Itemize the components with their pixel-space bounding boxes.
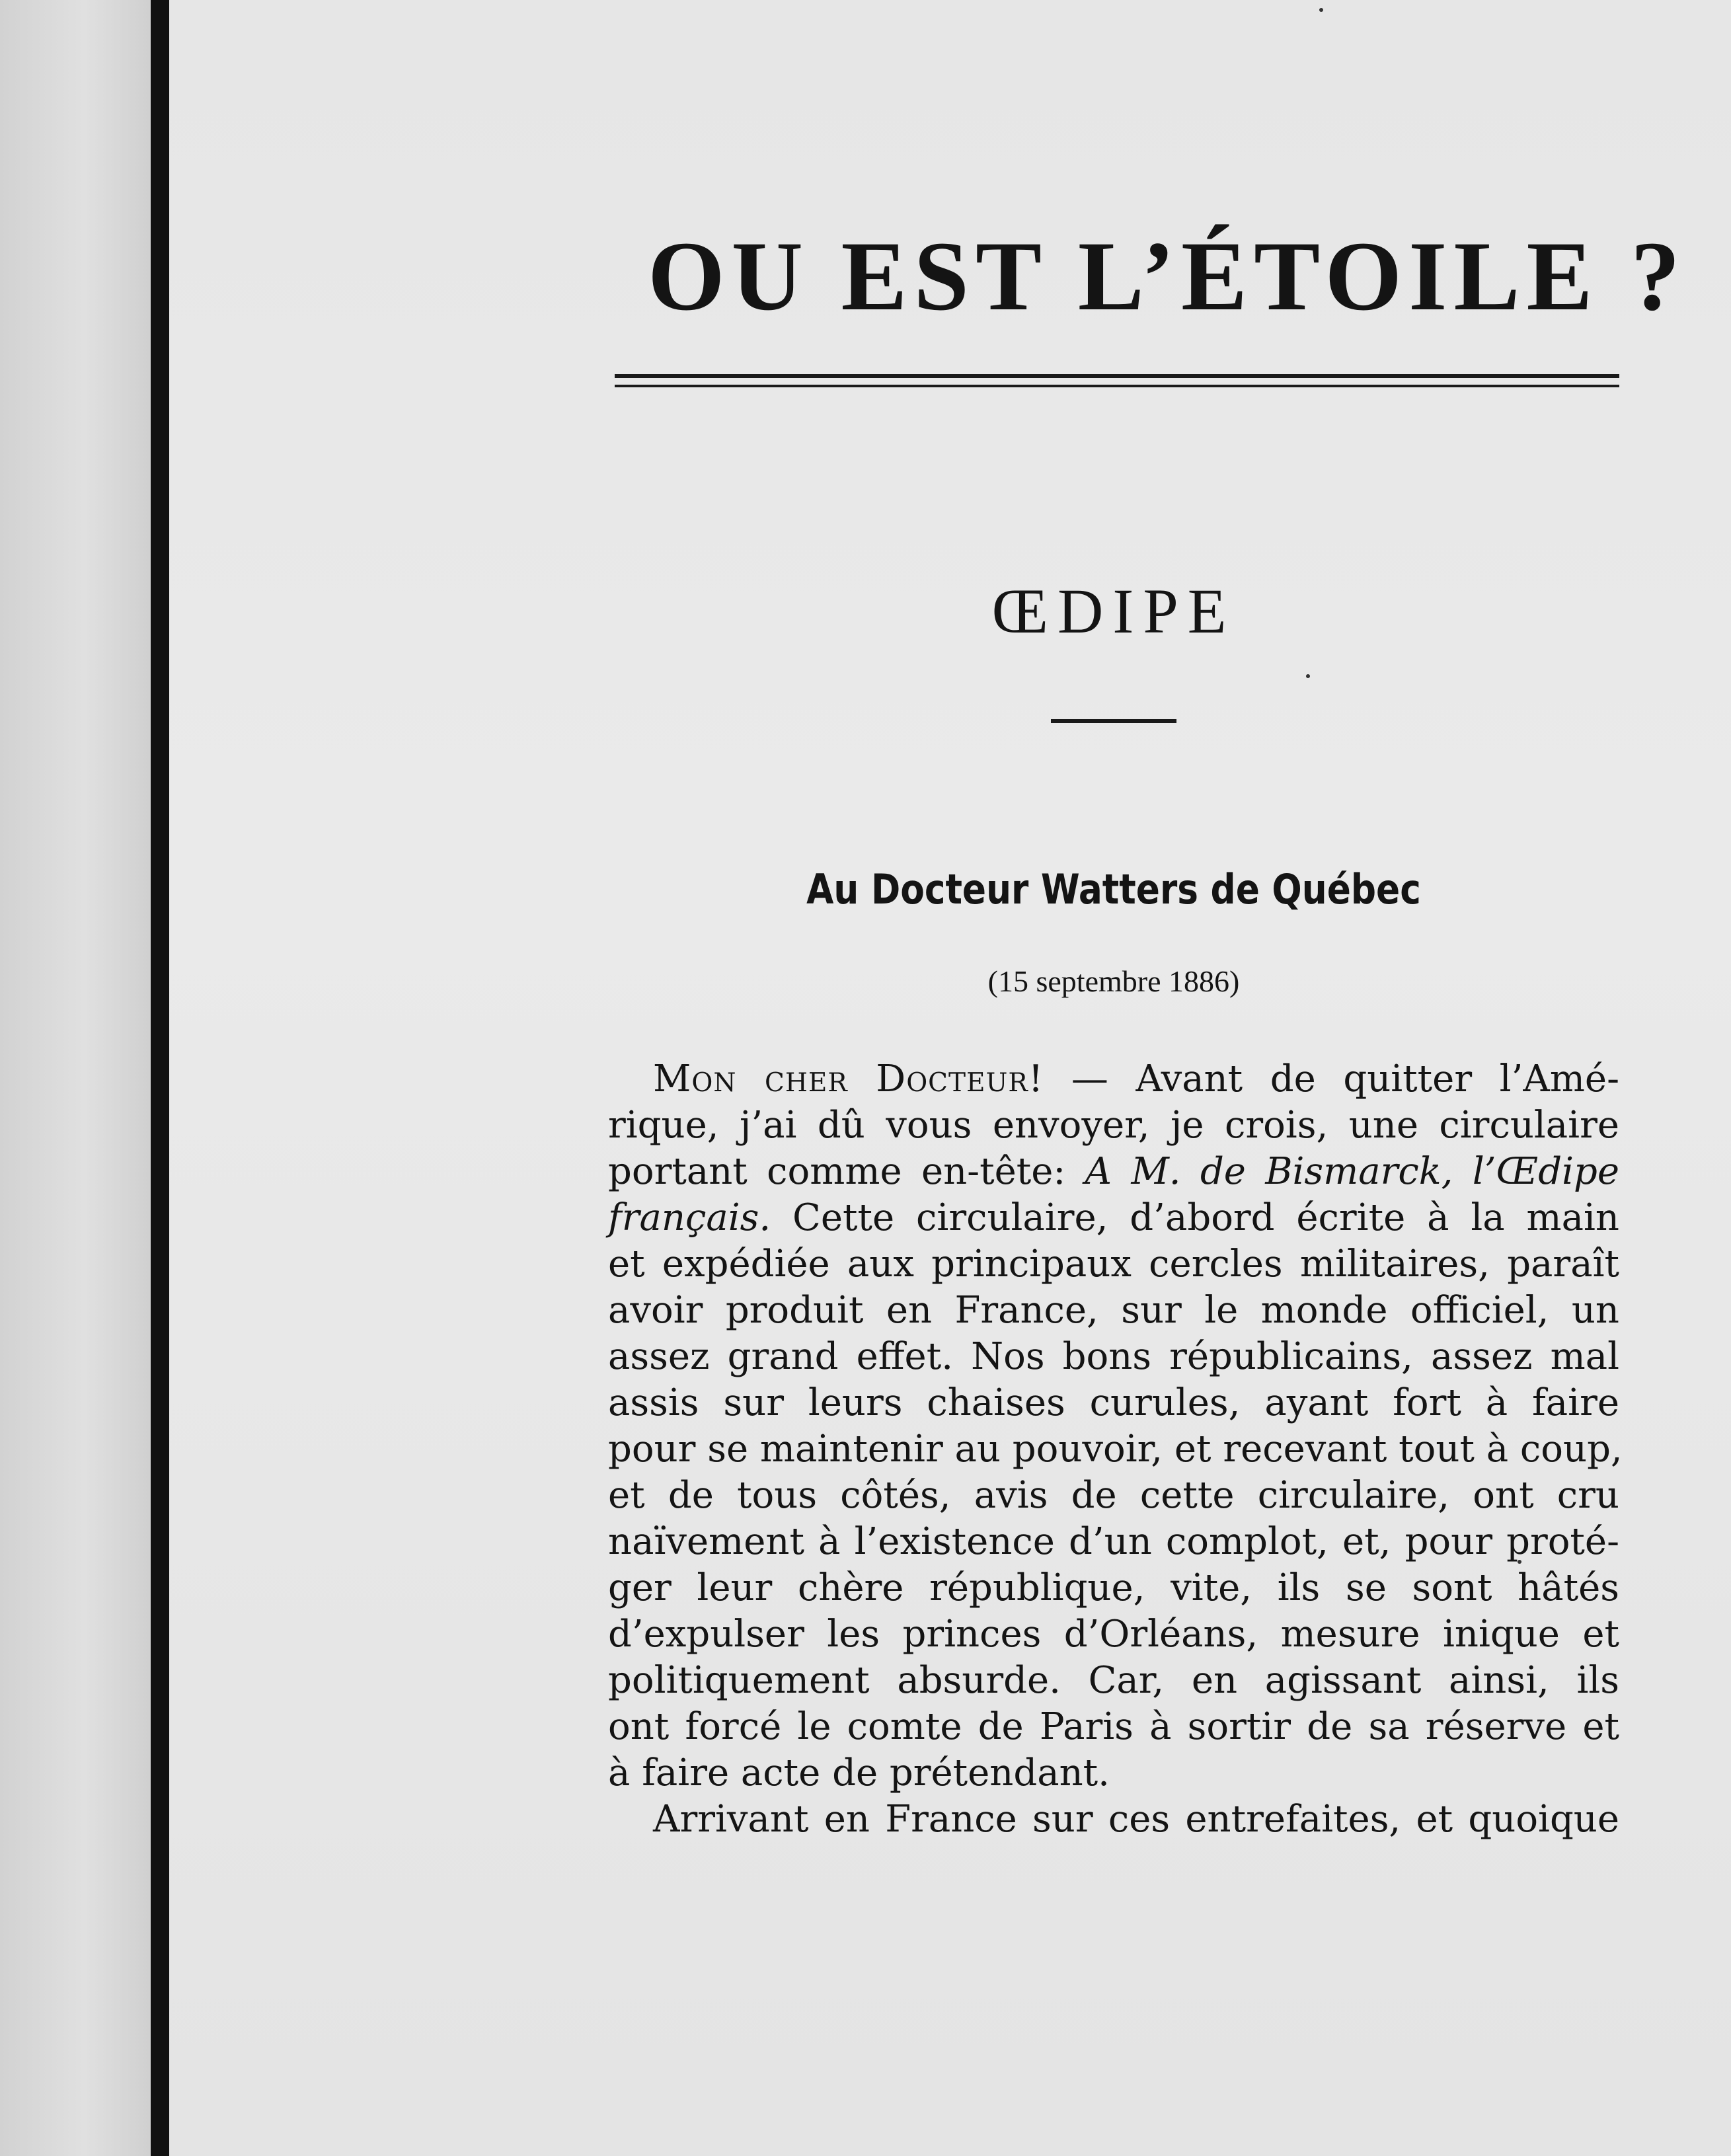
body-line: pour se maintenir au pouvoir, et recevant tout à coup, <box>608 1428 1623 1471</box>
chapter-title: ŒDIPE <box>991 576 1236 646</box>
body-line: à faire acte de prétendant. <box>608 1752 1110 1794</box>
title-double-rule <box>615 374 1619 387</box>
body-line: rique, j’ai dû vous envoyer, je crois, une circulaire <box>608 1104 1619 1147</box>
letter-date: (15 septembre 1886) <box>987 964 1240 998</box>
dedication-heading: Au Docteur Watters de Québec <box>806 865 1421 913</box>
body-line: d’expulser les princes d’Orléans, mesure inique et <box>608 1613 1619 1656</box>
body-line: ont forcé le comte de Paris à sortir de sa réserve et <box>608 1705 1619 1748</box>
body-line: Arrivant en France sur ces entrefaites, et quoique <box>653 1798 1619 1841</box>
body-line: assis sur leurs chaises curules, ayant fort à faire <box>608 1381 1619 1424</box>
italic-title: français. <box>608 1196 771 1239</box>
body-line: et de tous côtés, avis de cette circulaire, ont cru <box>608 1474 1619 1517</box>
body-line-text: Cette circulaire, d’abord écrite à la main <box>771 1196 1619 1239</box>
body-line: assez grand effet. Nos bons républicains, assez mal <box>608 1335 1619 1378</box>
book-page <box>169 0 1731 2156</box>
book-gutter <box>151 0 171 2156</box>
paper-speck <box>1306 674 1310 678</box>
body-line: avoir produit en France, sur le monde officiel, un <box>608 1289 1619 1332</box>
body-line: naïvement à l’existence d’un complot, et, pour proté- <box>608 1520 1619 1563</box>
body-line-text: — Avant de quitter l’Amé- <box>1044 1058 1619 1100</box>
body-line: ger leur chère république, vite, ils se sont hâtés <box>608 1566 1619 1609</box>
body-line <box>608 1149 1619 1195</box>
body-line: et expédiée aux principaux cercles militaires, paraît <box>608 1243 1619 1286</box>
body-line <box>608 1195 1619 1241</box>
left-page-edge <box>0 0 153 2156</box>
body-line: politiquement absurde. Car, en agissant ainsi, ils <box>608 1659 1619 1702</box>
body-line-text: portant comme en-tête: <box>608 1150 1085 1193</box>
book-title: OU EST L’ÉTOILE ? <box>648 221 1687 331</box>
salutation: Mon cher Docteur! <box>653 1058 1044 1100</box>
letter-body <box>608 1056 1623 1843</box>
body-line <box>608 1056 1619 1102</box>
italic-title: A M. de Bismarck, l’Œdipe <box>1085 1150 1619 1193</box>
paper-speck <box>1319 8 1323 12</box>
chapter-rule <box>1051 719 1176 723</box>
